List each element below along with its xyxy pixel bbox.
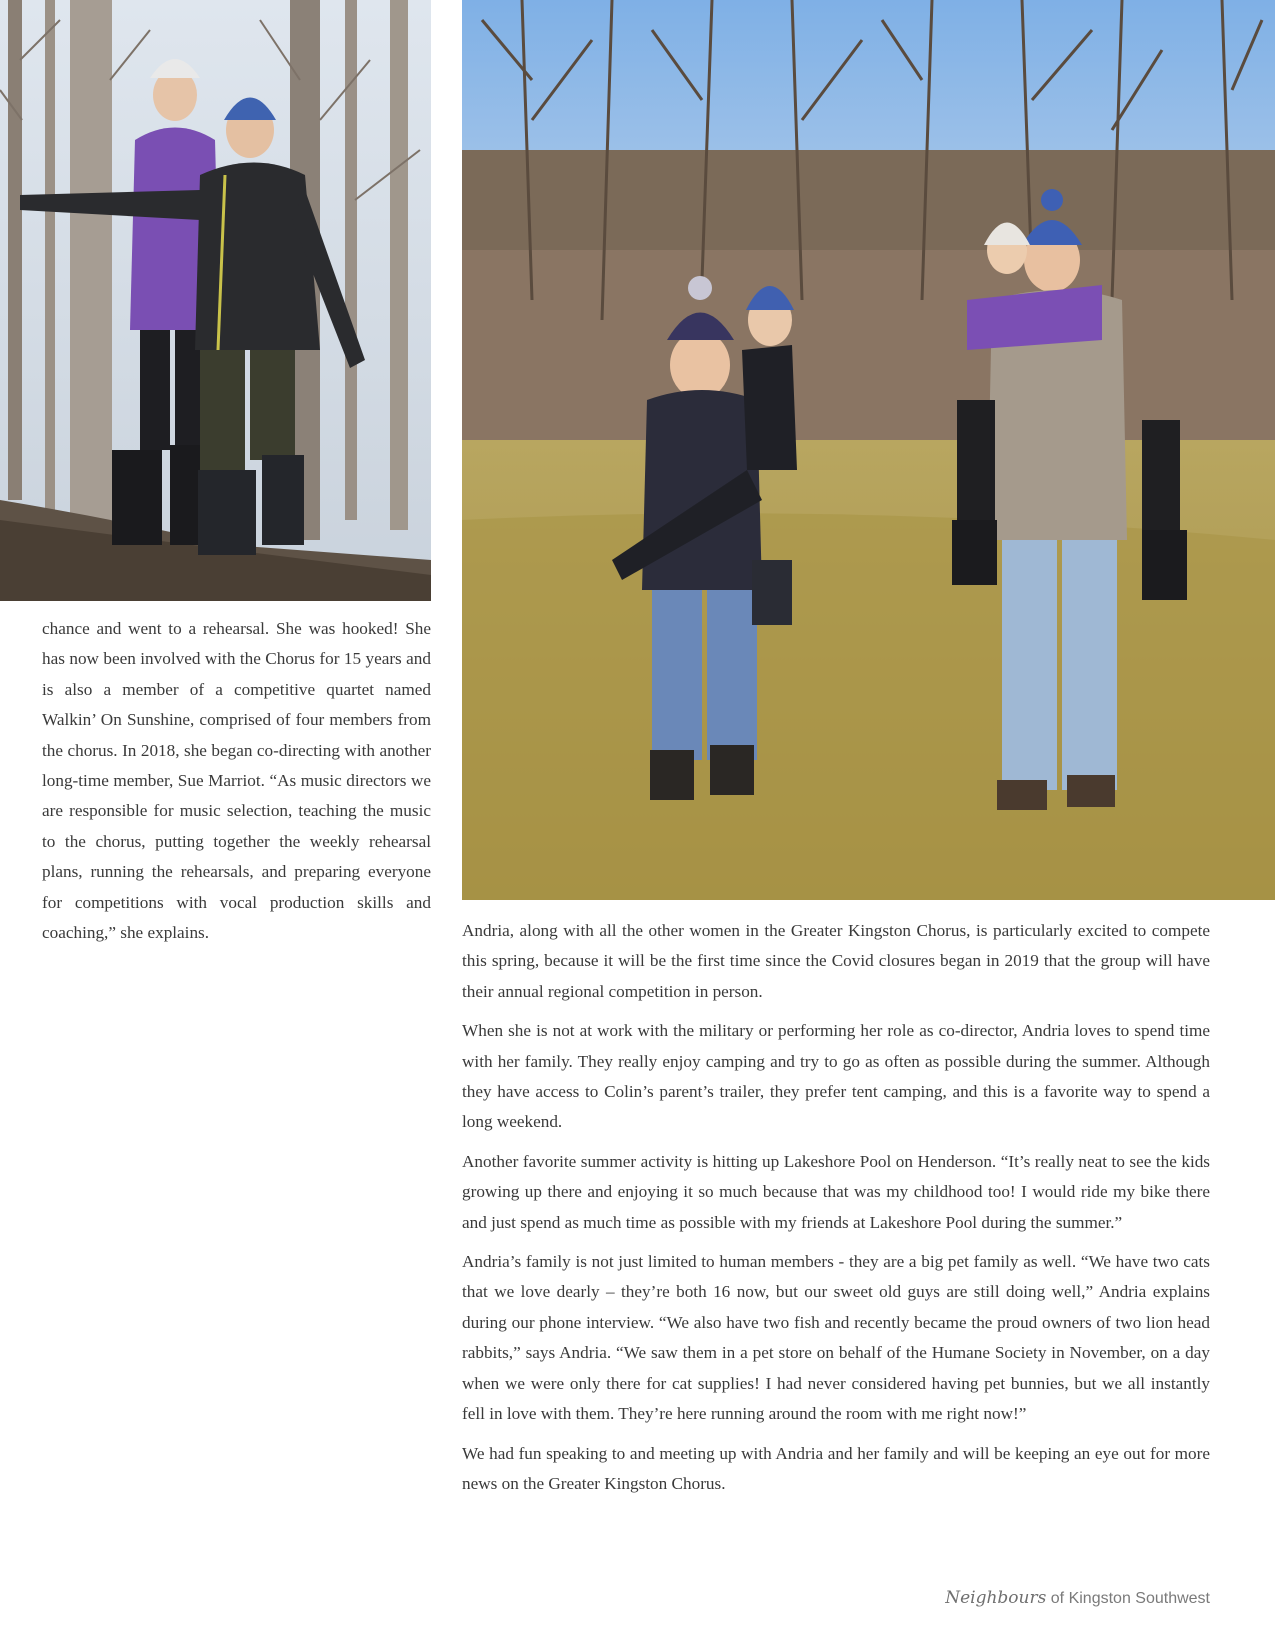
right-paragraph: We had fun speaking to and meeting up with Andria and her family and will be keeping an eye out for more news on the Greater Kingston Chorus. <box>462 1443 1210 1493</box>
right-paragraph: Another favorite summer activity is hitting up Lakeshore Pool on Henderson. “It’s really neat to see the kids growing up there and enjoying it so much because that was my childhood too! I would ride my bike there and just spend as much time as possible with my friends at Lakeshore Pool during the summer.” <box>462 1151 1210 1232</box>
right-paragraph: When she is not at work with the military or performing her role as co-director, Andria loves to spend time with her family. They really enjoy camping and try to go as often as possible during the summer. Although they have access to Colin’s parent’s trailer, they prefer tent camping, and this is a favorite way to spend a long weekend. <box>462 1021 1210 1132</box>
footer-brand: Neighbours <box>945 1588 1047 1608</box>
right-paragraph: Andria’s family is not just limited to human members - they are a big pet family as well. “We have two cats that we love dearly – they’re both 16 now, but our sweet old guys are still doing well,” Andria explains during our phone interview. “We also have two fish and recently became the proud owners of two lion head rabbits,” says Andria. “We saw them in a pet store on behalf of the Humane Society in November, on a day when we were only there for cat supplies! I had never considered having pet bunnies, but we all instantly fell in love with them. They’re here running around the room with me right now!” <box>462 1252 1210 1424</box>
right-paragraph: Andria, along with all the other women in the Greater Kingston Chorus, is particularly excited to compete this spring, because it will be the first time since the Covid closures began in 2019 that the group will have their annual regional competition in person. <box>462 921 1210 1001</box>
photo-family-field <box>462 0 1275 900</box>
page-footer <box>945 1588 1210 1608</box>
left-column <box>42 614 431 948</box>
right-column <box>462 916 1210 1508</box>
left-paragraph: chance and went to a rehearsal. She was hooked! She has now been involved with the Chorus for 15 years and is also a member of a competitive quartet named Walkin’ On Sunshine, comprised of four members from the chorus. In 2018, she began co-directing with another long-time member, Sue Marriot. “As music directors we are responsible for music selection, teaching the music to the chorus, putting together the weekly rehearsal plans, running the rehearsals, and preparing everyone for competitions with vocal production skills and coaching,” she explains. <box>42 619 431 943</box>
photo-children-on-log <box>0 0 431 601</box>
footer-rest: of Kingston Southwest <box>1050 1590 1210 1607</box>
